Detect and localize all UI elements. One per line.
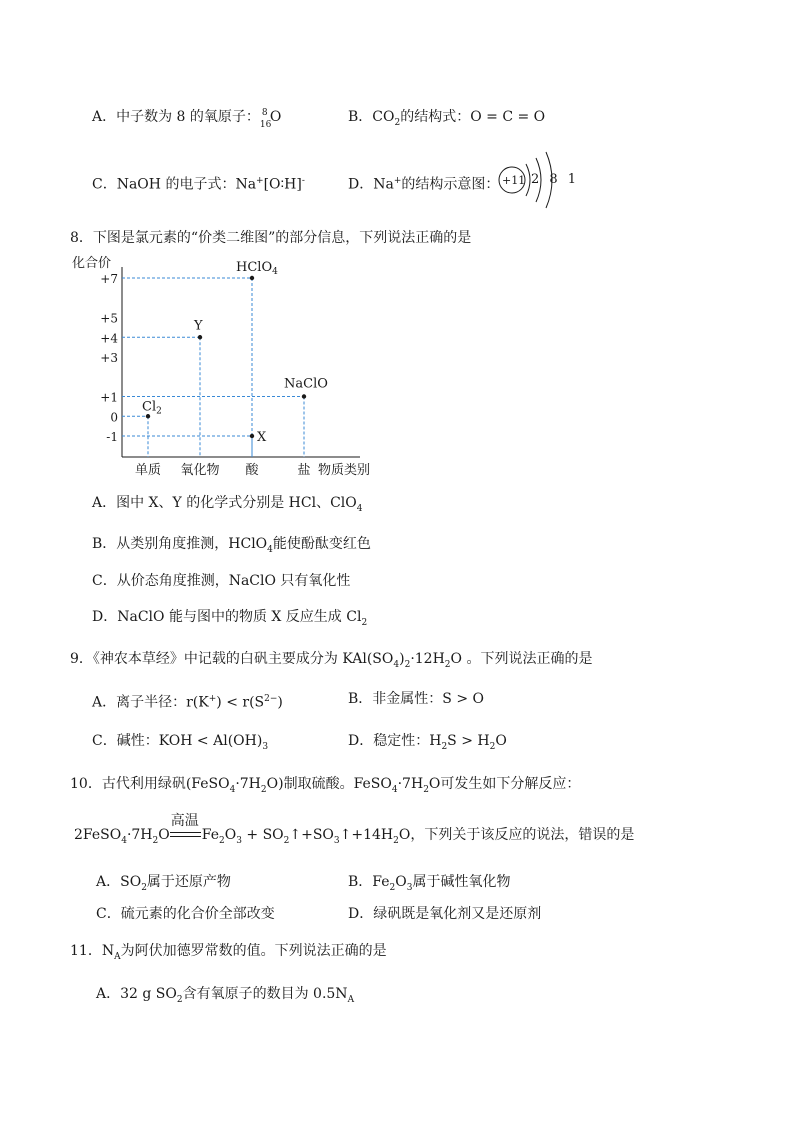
y-tick-label: 0 [110, 410, 118, 425]
data-point [198, 335, 202, 339]
q11-option-a-rest: 含有氧原子的数目为 0.5N [182, 986, 348, 1002]
q8-option-a-text: A．图中 X、Y 的化学式分别是 HCl、ClO [92, 495, 357, 511]
subscript: 2 [394, 117, 401, 128]
q9-option-a-text: A．离子半径：r(K [92, 694, 209, 711]
q7-option-c-text: C．NaOH 的电子式：Na [92, 176, 257, 193]
subscript: 2 [361, 617, 368, 628]
q10-stem-d: ·7H [397, 776, 424, 792]
point-label: NaClO [284, 376, 328, 392]
x-tick-label: 氧化物 [180, 463, 220, 478]
q10-option-a-text: A．SO [96, 874, 142, 890]
subscript: 2 [393, 835, 399, 846]
q7-option-b-text: B．CO [348, 109, 395, 125]
subscript: 2 [141, 882, 147, 893]
superscript-plus: + [208, 694, 217, 704]
q10-option-a-rest: 属于还原产物 [146, 874, 231, 890]
eq-product-o: O [224, 827, 237, 843]
q10-option-b-rest: 属于碱性氧化物 [412, 874, 511, 890]
valence-class-chart [70, 255, 400, 480]
subscript: 2 [441, 741, 448, 752]
x-tick-label: 单质 [134, 463, 162, 478]
q8-option-c: C．从价态角度推测，NaClO 只有氧化性 [92, 573, 351, 589]
eq-oxygen: O [158, 827, 170, 843]
q7-option-a-text: A．中子数为 8 的氧原子： [92, 109, 260, 125]
eq-product-water: ↑+14H [339, 827, 394, 843]
superscript-plus: + [393, 176, 402, 186]
q9-option-a-end: ) [277, 694, 283, 711]
subscript: 2 [389, 882, 396, 893]
q8-option-b [92, 535, 371, 559]
q8-option-b-text: B．从类别角度推测，HClO [92, 536, 268, 552]
q10-option-b-mid: O [395, 874, 407, 890]
x-tick-label: 酸 [245, 463, 259, 478]
eq-tail: O，下列关于该反应的说法，错误的是 [398, 827, 635, 843]
q11-stem [70, 942, 387, 966]
y-tick-label: +4 [100, 331, 118, 346]
data-point [250, 276, 254, 280]
subscript: 3 [262, 741, 269, 752]
sodium-ion-diagram [498, 150, 580, 215]
superscript-charge: 2− [264, 694, 278, 704]
subscript: 4 [393, 659, 400, 670]
subscript: 2 [152, 835, 159, 846]
q10-option-b [348, 873, 510, 897]
q10-stem-b: ·7H [235, 776, 261, 792]
q11-stem-b: 为阿伏加德罗常数的值。下列说法正确的是 [120, 943, 387, 959]
y-tick-label: +3 [100, 351, 118, 365]
subscript: 4 [121, 835, 127, 846]
reaction-condition: 高温 [170, 813, 199, 829]
q7-option-c [92, 172, 305, 194]
subscript: 4 [229, 784, 236, 795]
q9-stem-b: ) [399, 651, 405, 667]
q9-option-b: B．非金属性：S > O [348, 691, 484, 707]
eq-reactant: 2FeSO [74, 827, 122, 843]
subscript: A [347, 994, 355, 1005]
subscript: 2 [176, 994, 183, 1005]
y-tick-label: +5 [100, 311, 118, 326]
oxygen-symbol: O [269, 109, 282, 125]
x-tick-label: 盐 [297, 463, 311, 478]
y-tick-label: +7 [100, 272, 118, 286]
point-label: $Cl_2$ [142, 399, 162, 417]
subscript: 2 [283, 835, 290, 846]
data-point [250, 434, 254, 438]
subscript: 3 [333, 835, 340, 846]
eq-product-so2: + SO [241, 827, 284, 843]
superscript-minus: - [301, 176, 305, 186]
q10-stem-a: 10．古代利用绿矾(FeSO [70, 776, 230, 792]
q10-stem [70, 775, 580, 799]
point-label: X [257, 430, 267, 445]
q9-option-d-text: D．稳定性：H [348, 733, 442, 749]
eq-hydrate: ·7H [126, 827, 153, 843]
subscript: 4 [356, 503, 363, 514]
q10-option-b-text: B．Fe [348, 874, 390, 890]
q7-option-d [348, 172, 499, 194]
point-label: HClO$_4$ [236, 260, 278, 277]
subscript: 4 [391, 784, 398, 795]
q9-option-d-rest: S > H [447, 733, 490, 749]
y-tick-label: -1 [106, 430, 118, 444]
eq-product-so3: ↑+SO [289, 827, 334, 843]
mass-number: 8 [261, 108, 268, 118]
q9-option-d-end: O [495, 733, 507, 749]
subscript: 2 [444, 659, 451, 670]
y-tick-label: +1 [100, 390, 118, 405]
q8-stem: 8．下图是氯元素的“价类二维图”的部分信息，下列说法正确的是 [70, 230, 472, 246]
subscript: 3 [236, 835, 242, 846]
q9-option-a [92, 690, 283, 712]
q7-option-d-text: D．Na [348, 176, 394, 193]
q9-stem-a: 9．《神农本草经》中记载的白矾主要成分为 KAl(SO [70, 651, 394, 667]
q10-stem-e: O可发生如下分解反应： [428, 776, 581, 792]
q11-option-a [96, 985, 354, 1009]
point-label: Y [194, 318, 203, 334]
q10-option-a [96, 873, 231, 897]
subscript: 4 [267, 544, 273, 555]
data-point [146, 414, 150, 418]
subscript: 2 [489, 741, 496, 752]
reaction-arrow [170, 813, 202, 844]
q9-option-c-text: C．碱性：KOH < Al(OH) [92, 733, 263, 749]
q8-option-b-rest: 能使酚酞变红色 [272, 536, 371, 552]
q9-stem-d: O 。下列说法正确的是 [450, 651, 593, 667]
q10-equation [74, 813, 635, 850]
q8-option-d-text: D．NaClO 能与图中的物质 X 反应生成 Cl [92, 609, 362, 625]
nucleus-charge: +11 [502, 174, 526, 187]
q9-option-c [92, 732, 268, 756]
electron-formula: [O∶H] [263, 176, 302, 193]
q9-stem [70, 650, 592, 674]
subscript: 2 [423, 784, 429, 795]
q10-stem-c: O)制取硫酸。FeSO [266, 776, 392, 792]
eq-product-fe: Fe [201, 827, 219, 843]
subscript: 2 [218, 835, 225, 846]
subscript: 2 [260, 784, 267, 795]
q9-option-a-mid: ) < r(S [216, 694, 265, 711]
y-axis-label: 化合价 [72, 256, 112, 271]
electron-shells: 2 8 1 [531, 172, 580, 187]
q7-option-b [348, 108, 545, 132]
superscript-plus: + [256, 176, 264, 186]
subscript: 3 [406, 882, 413, 893]
q7-option-a [92, 108, 282, 130]
subscript: 2 [404, 659, 411, 670]
data-point [302, 394, 306, 398]
q10-option-c: C．硫元素的化合价全部改变 [96, 906, 275, 922]
atomic-number: 16 [259, 120, 272, 130]
q11-option-a-text: A．32 g SO [96, 986, 177, 1002]
subscript: A [114, 951, 121, 962]
x-axis-label: 物质类别 [318, 463, 371, 478]
q7-option-d-rest: 的结构示意图： [401, 176, 500, 193]
q7-option-b-rest: 的结构式：O = C = O [400, 109, 546, 125]
q9-stem-c: ·12H [410, 651, 445, 667]
q10-option-d: D．绿矾既是氧化剂又是还原剂 [348, 906, 542, 922]
q9-option-d [348, 732, 507, 756]
q8-option-a [92, 494, 362, 518]
q11-stem-a: 11．N [70, 943, 115, 959]
q8-option-d [92, 608, 367, 632]
